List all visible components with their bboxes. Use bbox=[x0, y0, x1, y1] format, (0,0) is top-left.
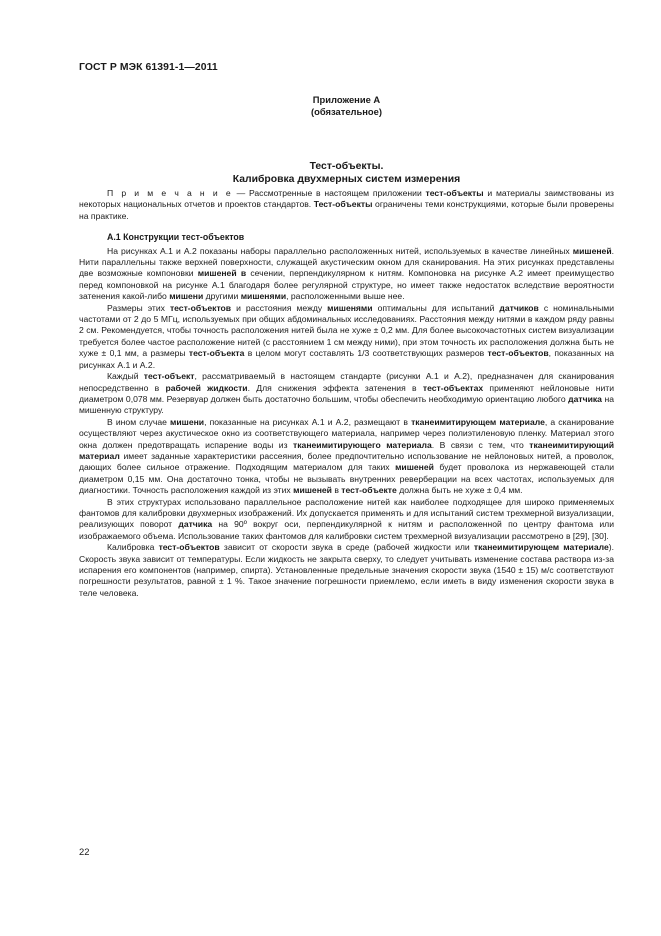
text-run: в bbox=[331, 485, 342, 496]
note-label: П р и м е ч а н и е bbox=[107, 188, 233, 198]
text-run: ограничены теми конструкциями, которые были проверены на практике. bbox=[79, 199, 614, 221]
term: тканеимитирующего материала bbox=[293, 439, 432, 450]
document-id: ГОСТ Р МЭК 61391-1—2011 bbox=[79, 62, 218, 73]
term: мишени bbox=[170, 416, 205, 427]
term: мишенями bbox=[240, 291, 287, 302]
text-run: и материалы заимствованы из некоторых национальных отчетов и проектов стандартов. bbox=[79, 188, 614, 210]
appendix-status: (обязательное) bbox=[311, 106, 382, 117]
term: тест-объекта bbox=[188, 348, 245, 359]
term: тест-объекте bbox=[341, 485, 397, 496]
text-run: на мишенную структуру. bbox=[79, 393, 614, 416]
term: тест-объекты bbox=[425, 188, 484, 198]
text-run: должна быть не хуже ± 0,4 мм. bbox=[396, 485, 523, 496]
section-heading: А.1 Конструкции тест-объектов bbox=[107, 232, 245, 243]
page-number: 22 bbox=[79, 846, 90, 857]
term: мишеней bbox=[395, 462, 434, 473]
text-run: в целом могут составлять 1/3 соответствующих размеров bbox=[244, 348, 488, 359]
document-body bbox=[79, 188, 614, 599]
term: тест-объектах bbox=[422, 382, 484, 393]
section-title bbox=[79, 160, 614, 186]
text-run: сечении, перпендикулярном к нитям. Компоновка на рисунке А.2 имеет преимущество перед компоновкой на рисунке А.1 благодаря более регулярной структуре, но имеет также недостаток вследствие вероятности затенения какой-либо bbox=[79, 268, 615, 302]
text-run: , расположенными выше нее. bbox=[286, 291, 405, 302]
term: тканеимитирующий материал bbox=[79, 439, 615, 461]
term: мишенями bbox=[327, 302, 373, 313]
note-paragraph bbox=[79, 188, 614, 222]
text-run: , показанных на рисунках А.1 и А.2. bbox=[79, 348, 614, 370]
text-run: Каждый bbox=[107, 371, 144, 382]
text-run: . Нити параллельны также верхней поверхности, служащей акустическим окном для сканирования. На этих рисунках представлены две возможные компоновки bbox=[79, 245, 614, 279]
text-run: применяют нейлоновые нити диаметром 0,078 мм. Резервуар должен быть достаточно большим, чтобы обеспечить необходимую ориентацию любого bbox=[79, 382, 614, 404]
term: тест-объектов bbox=[169, 302, 232, 313]
paragraph-6 bbox=[79, 542, 614, 599]
text-run: имеет заданные характеристики рассеяния, более предпочтительно использование не нейлоновых нитей, а проволок, дающих более сильное отражение. Подходящим материалом для таких bbox=[79, 450, 614, 473]
paragraph-2 bbox=[79, 303, 614, 371]
term: рабочей жидкости bbox=[165, 382, 248, 393]
term: датчика bbox=[178, 519, 213, 530]
text-run: , рассматриваемый в настоящем стандарте (рисунки А.1 и А.2), предназначен для сканирования непосредственно в bbox=[79, 371, 614, 393]
text-run: зависит от скорости звука в среде (рабочей жидкости или bbox=[219, 542, 474, 553]
text-run: Размеры этих bbox=[107, 302, 170, 313]
appendix-title: Приложение А bbox=[312, 94, 381, 105]
text-run: , а сканирование осуществляют через акустическое окно из соответствующего материала, например через полиэтиленовую пленку. Материал этого окна должен предотвращать испарение воды из bbox=[79, 416, 614, 450]
text-run: . Для снижения эффекта затенения в bbox=[247, 382, 423, 393]
term: тест-объектов bbox=[487, 348, 549, 359]
appendix-heading bbox=[79, 94, 614, 118]
paragraph-1 bbox=[79, 246, 614, 303]
term: датчика bbox=[568, 393, 602, 404]
term: мишеней bbox=[572, 245, 612, 256]
term: Тест-объекты bbox=[313, 199, 373, 210]
term: мишеней bbox=[293, 485, 332, 496]
term: датчиков bbox=[499, 302, 539, 313]
text-run: и расстояния между bbox=[231, 302, 328, 313]
title-line-1: Тест-объекты. bbox=[309, 161, 384, 172]
text-run: другими bbox=[203, 291, 241, 302]
text-run: Калибровка bbox=[107, 542, 159, 553]
text-run: на 90º вокруг оси, перпендикулярной к нитям и расположенной по центру фантома или изображаемого объема. Использование таких фантомов для калибровки систем трехмерной визуализации рассмотрено в [29], [30]. bbox=[79, 519, 614, 541]
text-run: оптимальны для испытаний bbox=[372, 302, 500, 313]
text-run: В этих структурах использовано параллельное расположение нитей как наиболее подходящее для широко применяемых фантомов для калибровки двухмерных изображений. Их допускается применять и для испытаний систем трехмерной визуализации, реализующих поворот bbox=[79, 496, 614, 530]
text-run: будет проволока из нержавеющей стали диаметром 0,15 мм. Она достаточно тонка, чтобы не вызывать внутренних реверберации на всех частотах, используемых для диагностики. Точность расположения каждой из этих bbox=[79, 462, 614, 496]
term: тест-объект bbox=[143, 371, 195, 382]
text-run: , показанные на рисунках А.1 и А.2, размещают в bbox=[204, 416, 412, 427]
term: тканеимитирующем материале bbox=[411, 416, 545, 427]
text-run: На рисунках А.1 и А.2 показаны наборы параллельно расположенных нитей, используемых в качестве линейных bbox=[107, 245, 573, 256]
term: мишеней в bbox=[197, 268, 247, 279]
text-run: — Рассмотренные в настоящем приложении bbox=[232, 188, 426, 198]
text-run: В ином случае bbox=[107, 416, 171, 427]
paragraph-3 bbox=[79, 371, 614, 417]
text-run: . В связи с тем, что bbox=[431, 439, 530, 450]
title-line-2: Калибровка двухмерных систем измерения bbox=[232, 174, 461, 185]
paragraph-5 bbox=[79, 497, 614, 543]
term: тест-объектов bbox=[158, 542, 220, 553]
text-run: с номинальными частотами от 2 до 5 МГц, используемых при общих абдоминальных исследованиях. Расстояния между нитями в каждом ряду равны 2 см. Рекомендуется, чтобы точность расположения нитей была не хуже ± 0,2 мм. Для более высокочастотных систем визуализации требуется более частое расположение нитей (с расстоянием 1 см между ними), при этом точность их расположения должна быть не хуже ± 0,1 мм, а размеры bbox=[79, 302, 614, 359]
paragraph-4 bbox=[79, 417, 614, 497]
term: тканеимитирующем материале bbox=[473, 542, 609, 553]
term: мишени bbox=[169, 291, 204, 302]
text-run: ). Скорость звука зависит от температуры. Если жидкость не закрыта сверху, то следует учитывать изменение состава раствора из-за испарения его компонентов (например, спирта). Установленные предельные значения скорости звука (1540 ± 15) м/с соответствуют погрешности результатов, равной ± 1 %. Такое значение погрешности приемлемо, если иметь в виду изменения скорости звука в теле человека. bbox=[79, 542, 614, 598]
